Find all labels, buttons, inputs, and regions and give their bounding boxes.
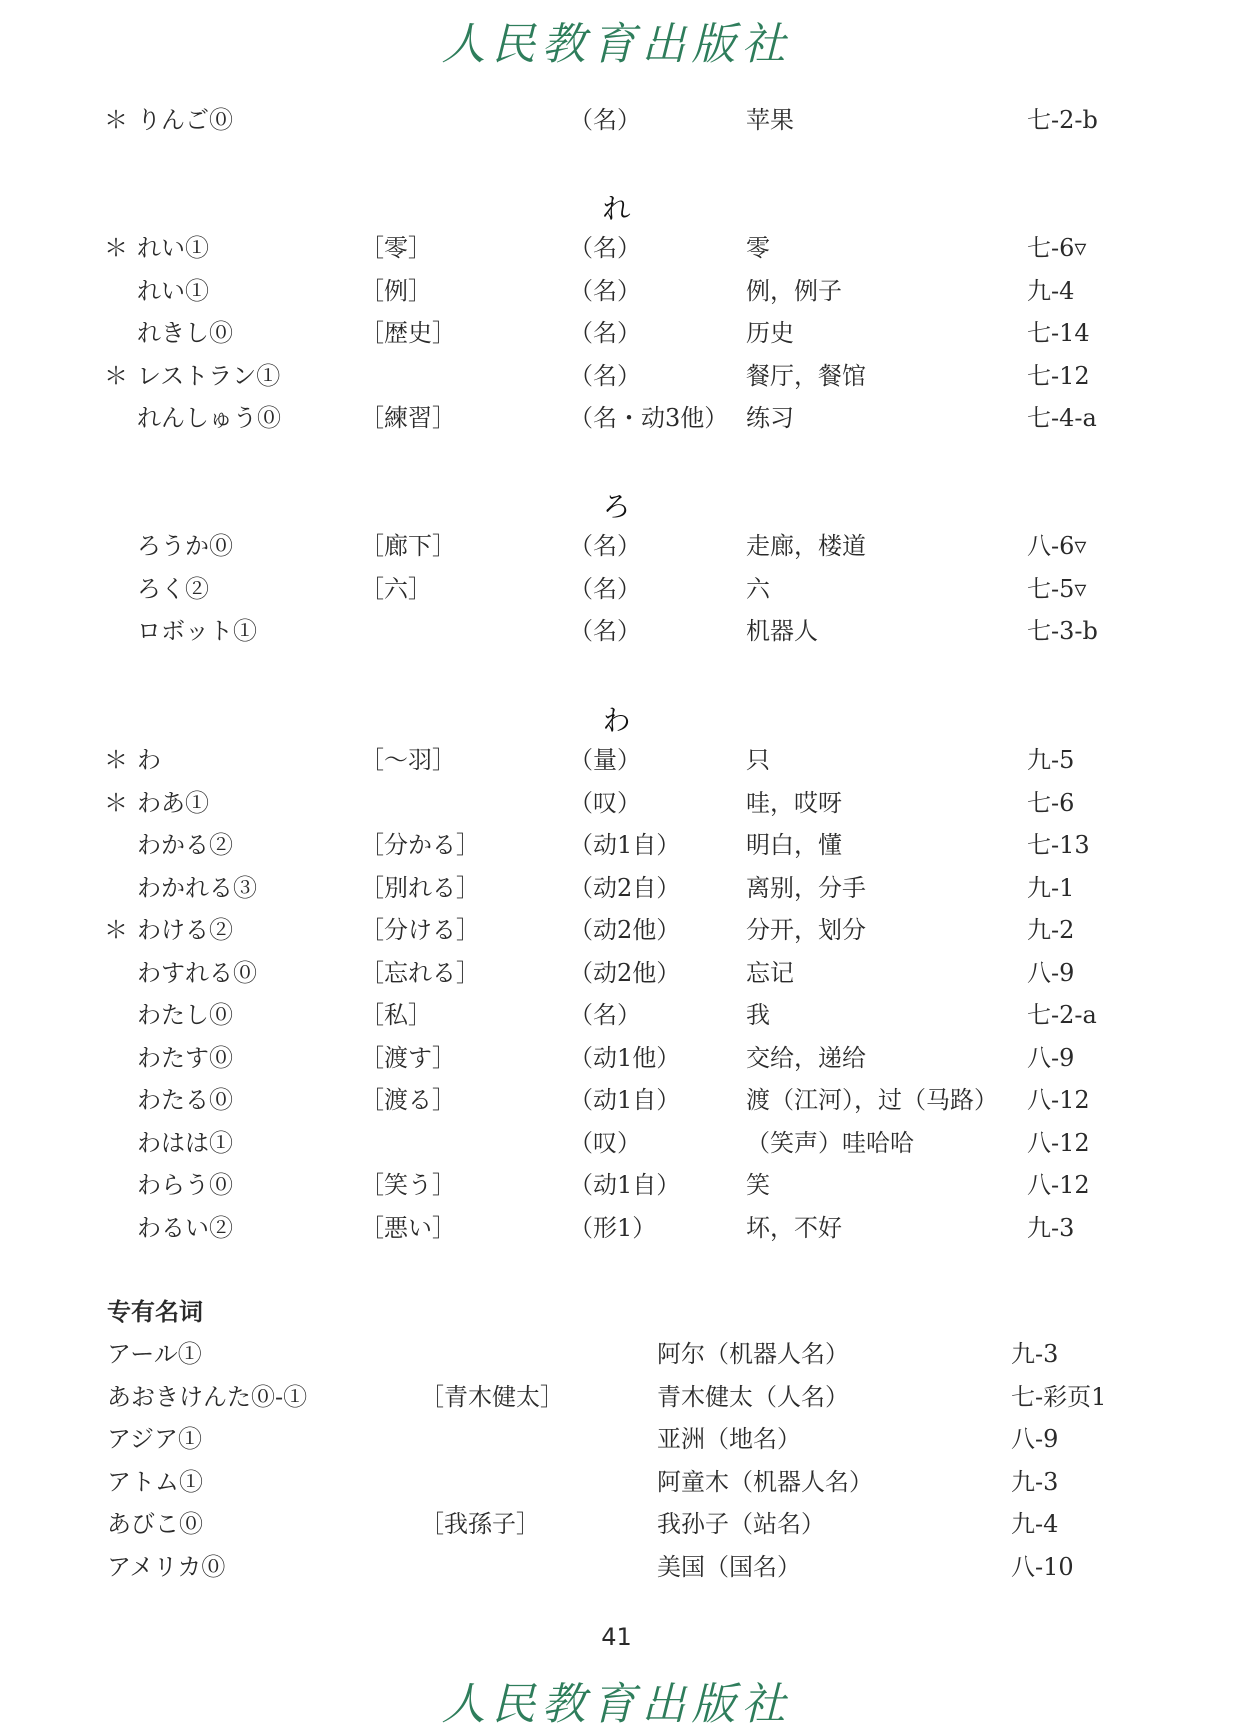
entry-ref: 八-9 xyxy=(1027,1043,1075,1072)
entry-word: わらう⓪ xyxy=(137,1171,233,1199)
entry-kanji: ［青木健太］ xyxy=(420,1382,564,1411)
entry-kanji: ［分かる］ xyxy=(360,831,480,859)
entry-word: わるい② xyxy=(137,1213,233,1242)
entry-kanji: ［別れる］ xyxy=(360,873,480,902)
list-item xyxy=(0,355,1233,397)
entry-pos: （叹） xyxy=(569,1128,641,1157)
entry-word: れきし⓪ xyxy=(137,319,233,347)
entry-pos: （量） xyxy=(569,746,641,774)
section-heading-re: れ xyxy=(602,192,631,225)
entry-word: れい① xyxy=(137,276,209,305)
entry-kanji: ［歴史］ xyxy=(360,319,456,347)
entry-word: わたる⓪ xyxy=(137,1086,233,1114)
entry-ref: 八-6▿ xyxy=(1027,532,1087,560)
entry-meaning: 交给，递给 xyxy=(746,1043,866,1072)
entry-meaning: 明白，懂 xyxy=(746,831,842,859)
entry-pos: （动1自） xyxy=(569,831,681,859)
list-item xyxy=(0,270,1233,312)
list-item xyxy=(0,610,1233,652)
entry-word: わたす⓪ xyxy=(137,1043,233,1072)
entry-word: わあ① xyxy=(137,788,209,817)
entry-kanji: ［渡る］ xyxy=(360,1086,456,1114)
list-item xyxy=(0,99,1233,141)
entry-meaning: 离别，分手 xyxy=(746,873,866,902)
entry-word: りんご⓪ xyxy=(137,106,233,134)
entry-pos: （动1自） xyxy=(569,1171,681,1199)
entry-word: わたし⓪ xyxy=(137,1001,233,1029)
star-mark: ＊ xyxy=(104,916,128,944)
entry-pos: （动2自） xyxy=(569,873,681,902)
entry-meaning: 我孙子（站名） xyxy=(657,1510,825,1538)
entry-pos: （动2他） xyxy=(569,958,681,987)
entry-kanji: ［例］ xyxy=(360,276,432,305)
entry-ref: 九-4 xyxy=(1011,1510,1059,1538)
entry-word: ろうか⓪ xyxy=(137,532,233,560)
entry-ref: 八-12 xyxy=(1027,1128,1090,1157)
list-item xyxy=(0,782,1233,824)
entry-kanji: ［悪い］ xyxy=(360,1213,456,1242)
entry-pos: （名） xyxy=(569,106,641,134)
entry-pos: （动1自） xyxy=(569,1086,681,1114)
entry-pos: （动1他） xyxy=(569,1043,681,1072)
entry-ref: 七-3-b xyxy=(1027,617,1098,645)
page-number: 41 xyxy=(601,1623,632,1651)
list-item xyxy=(0,994,1233,1036)
entry-ref: 七-5▿ xyxy=(1027,574,1087,603)
proper-noun-item xyxy=(0,1376,1233,1418)
publisher-logo-header: 人民教育出版社 xyxy=(441,19,792,70)
publisher-logo-footer: 人民教育出版社 xyxy=(441,1679,792,1730)
entry-ref: 九-3 xyxy=(1011,1467,1059,1496)
entry-word: ロボット① xyxy=(137,617,257,645)
entry-pos: （形1） xyxy=(569,1213,657,1242)
entry-word: れい① xyxy=(137,234,209,262)
entry-ref: 九-2 xyxy=(1027,916,1075,944)
proper-noun-item xyxy=(0,1503,1233,1545)
entry-word: アジア① xyxy=(107,1425,203,1453)
entry-meaning: 阿尔（机器人名） xyxy=(657,1340,849,1368)
star-mark: ＊ xyxy=(104,788,128,817)
list-item xyxy=(0,1122,1233,1164)
entry-meaning: 只 xyxy=(746,746,770,774)
entry-meaning: 走廊，楼道 xyxy=(746,532,866,560)
entry-ref: 七-14 xyxy=(1027,319,1090,347)
entry-pos: （名） xyxy=(569,1001,641,1029)
entry-word: アトム① xyxy=(107,1467,203,1496)
star-mark: ＊ xyxy=(104,746,128,774)
entry-ref: 七-6 xyxy=(1027,788,1075,817)
section-heading-wa: わ xyxy=(602,704,631,737)
entry-kanji: ［六］ xyxy=(360,574,432,603)
entry-ref: 七-4-a xyxy=(1027,404,1097,432)
list-item xyxy=(0,1037,1233,1079)
entry-ref: 八-12 xyxy=(1027,1171,1090,1199)
entry-ref: 八-10 xyxy=(1011,1552,1074,1581)
entry-kanji: ［我孫子］ xyxy=(420,1510,540,1538)
entry-kanji: ［練習］ xyxy=(360,404,456,432)
entry-meaning: 我 xyxy=(746,1001,770,1029)
list-item xyxy=(0,824,1233,866)
entry-kanji: ［渡す］ xyxy=(360,1043,456,1072)
entry-word: わはは① xyxy=(137,1128,233,1157)
star-mark: ＊ xyxy=(104,361,128,390)
entry-meaning: 分开，划分 xyxy=(746,916,866,944)
list-item xyxy=(0,1207,1233,1249)
list-item xyxy=(0,568,1233,610)
proper-noun-item xyxy=(0,1333,1233,1375)
entry-pos: （名） xyxy=(569,319,641,347)
entry-kanji: ［分ける］ xyxy=(360,916,480,944)
entry-meaning: 苹果 xyxy=(746,106,794,134)
entry-word: わける② xyxy=(137,916,233,944)
entry-meaning: 渡（江河），过（马路） xyxy=(746,1086,998,1114)
entry-ref: 九-3 xyxy=(1027,1213,1075,1242)
entry-word: あびこ⓪ xyxy=(107,1510,203,1538)
entry-meaning: 历史 xyxy=(746,319,794,347)
star-mark: ＊ xyxy=(104,234,128,262)
entry-meaning: 笑 xyxy=(746,1171,770,1199)
entry-meaning: 忘记 xyxy=(746,958,794,987)
entry-pos: （名） xyxy=(569,234,641,262)
entry-pos: （名） xyxy=(569,532,641,560)
entry-word: わすれる⓪ xyxy=(137,958,257,987)
list-item xyxy=(0,867,1233,909)
entry-ref: 九-3 xyxy=(1011,1340,1059,1368)
entry-pos: （叹） xyxy=(569,788,641,817)
entry-word: レストラン① xyxy=(137,361,281,390)
list-item xyxy=(0,1079,1233,1121)
entry-ref: 七-2-b xyxy=(1027,106,1098,134)
list-item xyxy=(0,739,1233,781)
entry-meaning: 亚洲（地名） xyxy=(657,1425,801,1453)
proper-noun-item xyxy=(0,1461,1233,1503)
list-item xyxy=(0,525,1233,567)
entry-word: わ xyxy=(137,746,161,774)
entry-ref: 七-2-a xyxy=(1027,1001,1097,1029)
list-item xyxy=(0,312,1233,354)
entry-ref: 七-12 xyxy=(1027,361,1090,390)
list-item xyxy=(0,909,1233,951)
entry-kanji: ［忘れる］ xyxy=(360,958,480,987)
entry-word: あおきけんた⓪-① xyxy=(107,1382,308,1411)
section-heading-ro: ろ xyxy=(602,490,631,523)
entry-pos: （动2他） xyxy=(569,916,681,944)
star-mark: ＊ xyxy=(104,106,128,134)
entry-ref: 七-彩页1 xyxy=(1011,1382,1107,1411)
entry-pos: （名） xyxy=(569,276,641,305)
list-item xyxy=(0,397,1233,439)
entry-meaning: 例，例子 xyxy=(746,276,842,305)
entry-pos: （名） xyxy=(569,574,641,603)
entry-ref: 八-12 xyxy=(1027,1086,1090,1114)
proper-nouns-title: 专有名词 xyxy=(107,1298,203,1326)
proper-noun-item xyxy=(0,1546,1233,1588)
entry-ref: 七-6▿ xyxy=(1027,234,1087,262)
entry-meaning: （笑声）哇哈哈 xyxy=(746,1128,914,1157)
entry-word: アメリカ⓪ xyxy=(107,1552,226,1581)
entry-pos: （名） xyxy=(569,617,641,645)
entry-word: わかる② xyxy=(137,831,233,859)
entry-meaning: 练习 xyxy=(746,404,794,432)
entry-pos: （名） xyxy=(569,361,641,390)
entry-ref: 七-13 xyxy=(1027,831,1090,859)
proper-noun-item xyxy=(0,1418,1233,1460)
entry-meaning: 哇，哎呀 xyxy=(746,788,842,817)
entry-word: れんしゅう⓪ xyxy=(137,404,281,432)
entry-ref: 八-9 xyxy=(1011,1425,1059,1453)
entry-ref: 九-1 xyxy=(1027,873,1075,902)
entry-kanji: ［零］ xyxy=(360,234,432,262)
entry-ref: 九-5 xyxy=(1027,746,1075,774)
entry-pos: （名・动3他） xyxy=(569,404,729,432)
entry-meaning: 零 xyxy=(746,234,770,262)
entry-meaning: 青木健太（人名） xyxy=(657,1382,849,1411)
list-item xyxy=(0,227,1233,269)
entry-kanji: ［～羽］ xyxy=(360,746,456,774)
entry-meaning: 坏，不好 xyxy=(746,1213,842,1242)
entry-kanji: ［私］ xyxy=(360,1001,432,1029)
list-item xyxy=(0,952,1233,994)
entry-meaning: 阿童木（机器人名） xyxy=(657,1467,873,1496)
entry-meaning: 机器人 xyxy=(746,617,818,645)
entry-word: ろく② xyxy=(137,574,209,603)
entry-ref: 八-9 xyxy=(1027,958,1075,987)
entry-meaning: 六 xyxy=(746,574,770,603)
list-item xyxy=(0,1164,1233,1206)
entry-ref: 九-4 xyxy=(1027,276,1075,305)
entry-meaning: 餐厅，餐馆 xyxy=(746,361,866,390)
entry-kanji: ［笑う］ xyxy=(360,1171,456,1199)
entry-word: アール① xyxy=(107,1340,202,1368)
entry-kanji: ［廊下］ xyxy=(360,532,456,560)
entry-meaning: 美国（国名） xyxy=(657,1552,801,1581)
entry-word: わかれる③ xyxy=(137,873,257,902)
